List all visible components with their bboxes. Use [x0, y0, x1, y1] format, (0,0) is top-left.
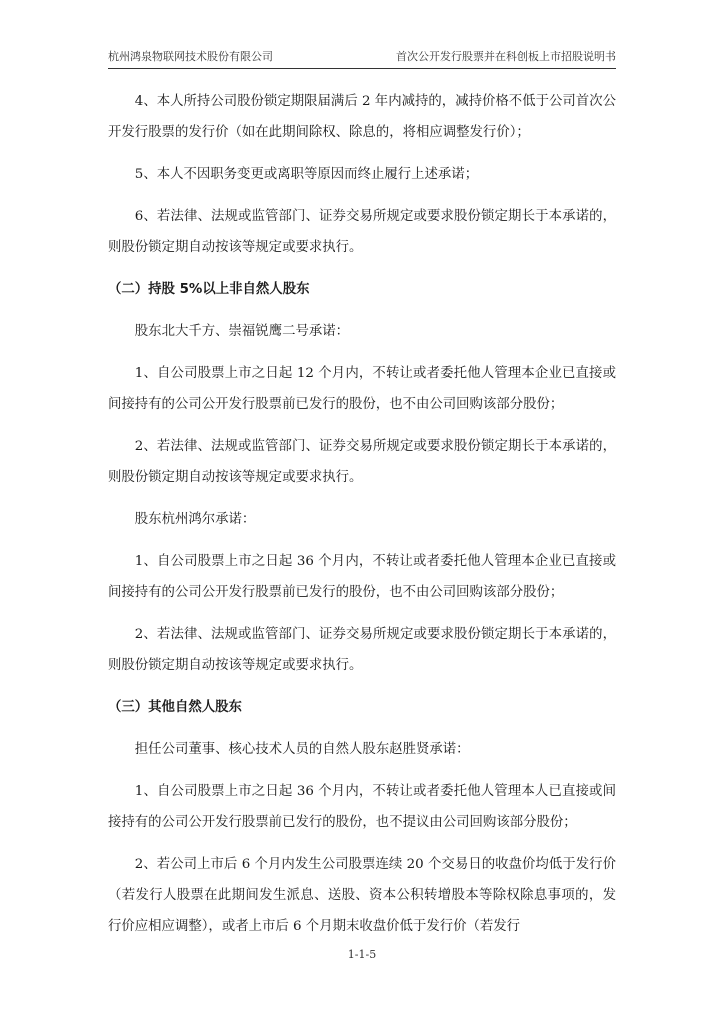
- paragraph: 2、若法律、法规或监管部门、证券交易所规定或要求股份锁定期长于本承诺的，则股份锁定期自动按该等规定或要求执行。: [108, 439, 616, 485]
- paragraph: 1、自公司股票上市之日起 36 个月内，不转让或者委托他人管理本人已直接或间接持有的公司公开发行股票前已发行的股份，也不提议由公司回购该部分股份；: [108, 784, 616, 830]
- paragraph: 4、本人所持公司股份锁定期限届满后 2 年内减持的，减持价格不低于公司首次公开发行股票的发行价（如在此期间除权、除息的，将相应调整发行价）；: [108, 94, 616, 140]
- header-company-name: 杭州鸿泉物联网技术股份有限公司: [108, 50, 273, 63]
- section-heading: （三）其他自然人股东: [108, 700, 242, 715]
- paragraph: 5、本人不因职务变更或离职等原因而终止履行上述承诺；: [134, 167, 479, 182]
- page-header: [108, 50, 616, 69]
- header-document-title: 首次公开发行股票并在科创板上市招股说明书: [396, 50, 616, 63]
- paragraph: 1、自公司股票上市之日起 12 个月内，不转让或者委托他人管理本企业已直接或间接持有的公司公开发行股票前已发行的股份，也不由公司回购该部分股份；: [108, 366, 616, 412]
- paragraph: 2、若公司上市后 6 个月内发生公司股票连续 20 个交易日的收盘价均低于发行价（若发行人股票在此期间发生派息、送股、资本公积转增股本等除权除息事项的，发行价应相应调整），或者上市后 6 个月期末收盘价低于发行价（若发行: [108, 857, 616, 934]
- section-heading: （二）持股 5%以上非自然人股东: [108, 282, 310, 297]
- paragraph: 6、若法律、法规或监管部门、证券交易所规定或要求股份锁定期长于本承诺的，则股份锁定期自动按该等规定或要求执行。: [108, 209, 616, 255]
- paragraph: 股东杭州鸿尔承诺：: [134, 512, 256, 527]
- page-number: 1-1-5: [347, 948, 377, 961]
- paragraph: 1、自公司股票上市之日起 36 个月内，不转让或者委托他人管理本企业已直接或间接持有的公司公开发行股票前已发行的股份，也不由公司回购该部分股份；: [108, 554, 616, 600]
- paragraph: 担任公司董事、核心技术人员的自然人股东赵胜贤承诺：: [134, 742, 470, 757]
- paragraph: 股东北大千方、崇福锐鹰二号承诺：: [134, 324, 350, 339]
- paragraph: 2、若法律、法规或监管部门、证券交易所规定或要求股份锁定期长于本承诺的，则股份锁定期自动按该等规定或要求执行。: [108, 627, 616, 673]
- page-body: [108, 86, 616, 953]
